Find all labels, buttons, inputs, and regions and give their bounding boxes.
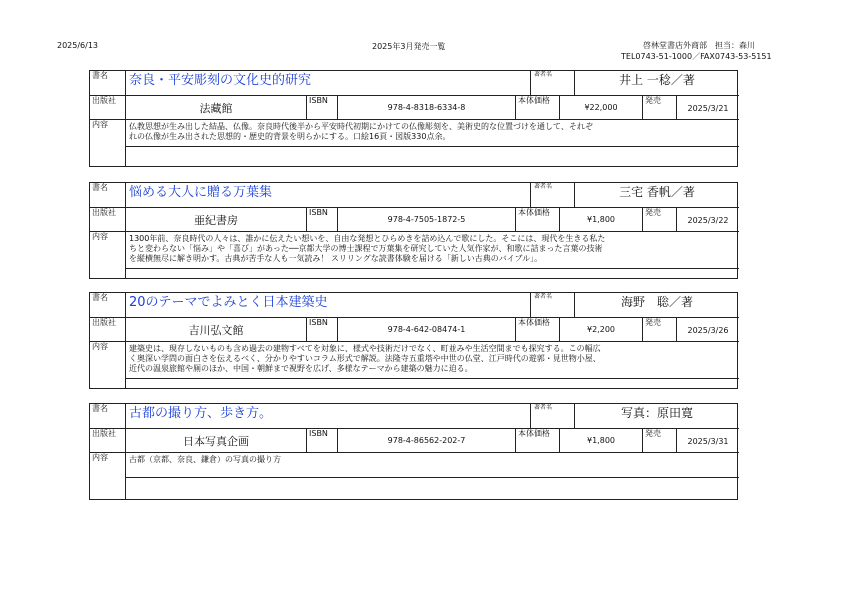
price-label: 本体価格	[518, 429, 550, 438]
company-name: 啓林堂書店外商部 担当：森川	[643, 41, 755, 50]
content-label-cell	[90, 120, 126, 166]
publisher-label: 出版社	[92, 429, 116, 438]
book-publisher: 日本写真企画	[183, 435, 249, 448]
price-label: 本体価格	[518, 96, 550, 105]
book-entry	[89, 70, 738, 167]
author-cell	[575, 404, 739, 429]
isbn-label-cell	[307, 318, 338, 342]
author-cell	[575, 183, 739, 208]
publisher-label: 出版社	[92, 318, 116, 327]
content-label-cell	[90, 342, 126, 388]
isbn-cell	[338, 208, 516, 232]
book-content: 古都（京都、奈良、鎌倉）の写真の撮り方	[129, 455, 281, 464]
price-label-cell	[516, 429, 560, 453]
publisher-label-cell	[90, 96, 126, 120]
book-price: ¥22,000	[584, 103, 618, 112]
isbn-label: ISBN	[309, 429, 328, 438]
release-date: 2025/3/21	[687, 104, 729, 113]
book-title-label-cell	[90, 71, 126, 96]
price-label-cell	[516, 208, 560, 232]
book-title-cell	[126, 293, 531, 318]
content-label-cell	[90, 453, 126, 499]
author-label-cell	[531, 293, 575, 318]
content-cell	[126, 453, 739, 478]
book-title: 20のテーマでよみとく日本建築史	[129, 295, 328, 310]
author-label-cell	[531, 71, 575, 96]
publisher-label: 出版社	[92, 208, 116, 217]
book-content: 仏教思想が生み出した結晶、仏像。奈良時代後半から平安時代初期にかけての仏像彫刻を、美術史的な位置づけを通して、それぞ れの仏像が生み出された思想的・歴史的背景を明らかにする。口絵16頁・図版330点余。	[129, 122, 593, 141]
release-label-cell	[643, 96, 677, 120]
book-title-label: 書名	[92, 293, 108, 302]
isbn-label: ISBN	[309, 208, 328, 217]
book-publisher: 吉川弘文館	[188, 324, 244, 337]
book-price: ¥1,800	[587, 436, 615, 445]
book-entry	[89, 403, 738, 500]
book-content: 建築史は、現存しないものも含め過去の建物すべてを対象に、様式や技術だけでなく、町並みや生活空間までも探究する。この幅広 く奥深い学問の面白さを伝えるべく、分かりやすいコラム形式で解説。法隆寺五重塔や中世の仏堂、江戸時代の遊郭・見世物小屋、 近代の温泉旅館や厠のほか、中国・朝鮮まで視野を広げ、多様なテーマから建築の魅力に迫る。	[129, 344, 601, 373]
release-label-cell	[643, 429, 677, 453]
release-label-cell	[643, 208, 677, 232]
release-date-cell	[677, 96, 739, 120]
isbn-cell	[338, 429, 516, 453]
print-date: 2025/6/13	[57, 41, 99, 50]
book-author: 海野 聡／著	[620, 295, 693, 309]
price-cell	[560, 208, 643, 232]
publisher-cell	[126, 96, 307, 120]
book-title-label-cell	[90, 404, 126, 429]
book-price: ¥2,200	[587, 325, 615, 334]
author-label-cell	[531, 183, 575, 208]
content-label: 内容	[92, 120, 108, 129]
book-title: 古都の撮り方、歩き方。	[129, 406, 273, 421]
release-label: 発売	[645, 318, 661, 327]
book-publisher: 法藏館	[199, 102, 233, 115]
publisher-cell	[126, 429, 307, 453]
price-label-cell	[516, 318, 560, 342]
price-cell	[560, 96, 643, 120]
release-date: 2025/3/31	[687, 437, 729, 446]
book-title-label-cell	[90, 293, 126, 318]
isbn-label: ISBN	[309, 96, 328, 105]
content-label: 内容	[92, 342, 108, 351]
isbn-cell	[338, 96, 516, 120]
price-label: 本体価格	[518, 208, 550, 217]
book-author: 井上 一稔／著	[619, 73, 695, 87]
isbn-label-cell	[307, 96, 338, 120]
price-cell	[560, 318, 643, 342]
book-author: 写真：原田寛	[620, 406, 693, 420]
book-title-label: 書名	[92, 183, 108, 192]
release-date-cell	[677, 429, 739, 453]
book-isbn: 978-4-8318-6334-8	[387, 103, 466, 112]
release-date: 2025/3/22	[687, 216, 729, 225]
release-label-cell	[643, 318, 677, 342]
price-label: 本体価格	[518, 318, 550, 327]
author-label: 著者名	[534, 71, 553, 78]
isbn-label: ISBN	[309, 318, 328, 327]
company-contact: TEL0743-51-1000／FAX0743-53-5151	[621, 52, 772, 61]
book-title-cell	[126, 71, 531, 96]
release-label: 発売	[645, 96, 661, 105]
book-title-label-cell	[90, 183, 126, 208]
content-cell	[126, 232, 739, 269]
page-title: 2025年3月発売一覧	[372, 42, 446, 51]
price-label-cell	[516, 96, 560, 120]
author-label: 著者名	[534, 293, 553, 300]
release-date: 2025/3/26	[687, 326, 729, 335]
content-cell	[126, 342, 739, 379]
release-label: 発売	[645, 429, 661, 438]
author-label: 著者名	[534, 183, 553, 190]
author-cell	[575, 293, 739, 318]
book-isbn: 978-4-7505-1872-5	[387, 215, 466, 224]
publisher-cell	[126, 318, 307, 342]
author-cell	[575, 71, 739, 96]
book-price: ¥1,800	[587, 215, 615, 224]
release-date-cell	[677, 208, 739, 232]
book-publisher: 亜紀書房	[194, 214, 238, 227]
publisher-label-cell	[90, 429, 126, 453]
book-content: 1300年前、奈良時代の人々は、誰かに伝えたい想いを、自由な発想とひらめきを詰め込んで歌にした。そこには、現代を生きる私た ちと変わらない「悩み」や「喜び」があった──京都大学の博士課程で万葉集を研究していた人気作家が、和歌に詰まった言葉の技術 を縦横無尽に解き明かす。古典が苦手な人も一気読み！ スリリングな読書体験を届ける「新しい古典のバイブル」。	[129, 234, 606, 263]
book-title-label: 書名	[92, 71, 108, 80]
publisher-label-cell	[90, 208, 126, 232]
isbn-label-cell	[307, 429, 338, 453]
content-label-cell	[90, 232, 126, 278]
book-title: 奈良・平安彫刻の文化史的研究	[129, 73, 312, 88]
book-isbn: 978-4-86562-202-7	[387, 436, 466, 445]
author-label-cell	[531, 404, 575, 429]
release-date-cell	[677, 318, 739, 342]
publisher-label: 出版社	[92, 96, 116, 105]
author-label: 著者名	[534, 404, 553, 411]
book-entry	[89, 182, 738, 279]
book-entry	[89, 292, 738, 389]
content-cell	[126, 120, 739, 147]
publisher-cell	[126, 208, 307, 232]
book-title-label: 書名	[92, 404, 108, 413]
release-label: 発売	[645, 208, 661, 217]
book-isbn: 978-4-642-08474-1	[387, 325, 466, 334]
publisher-label-cell	[90, 318, 126, 342]
book-title-cell	[126, 183, 531, 208]
book-author: 三宅 香帆／著	[619, 185, 695, 199]
content-label: 内容	[92, 232, 108, 241]
isbn-cell	[338, 318, 516, 342]
price-cell	[560, 429, 643, 453]
content-label: 内容	[92, 453, 108, 462]
isbn-label-cell	[307, 208, 338, 232]
book-title-cell	[126, 404, 531, 429]
book-title: 悩める大人に贈る万葉集	[129, 185, 273, 200]
